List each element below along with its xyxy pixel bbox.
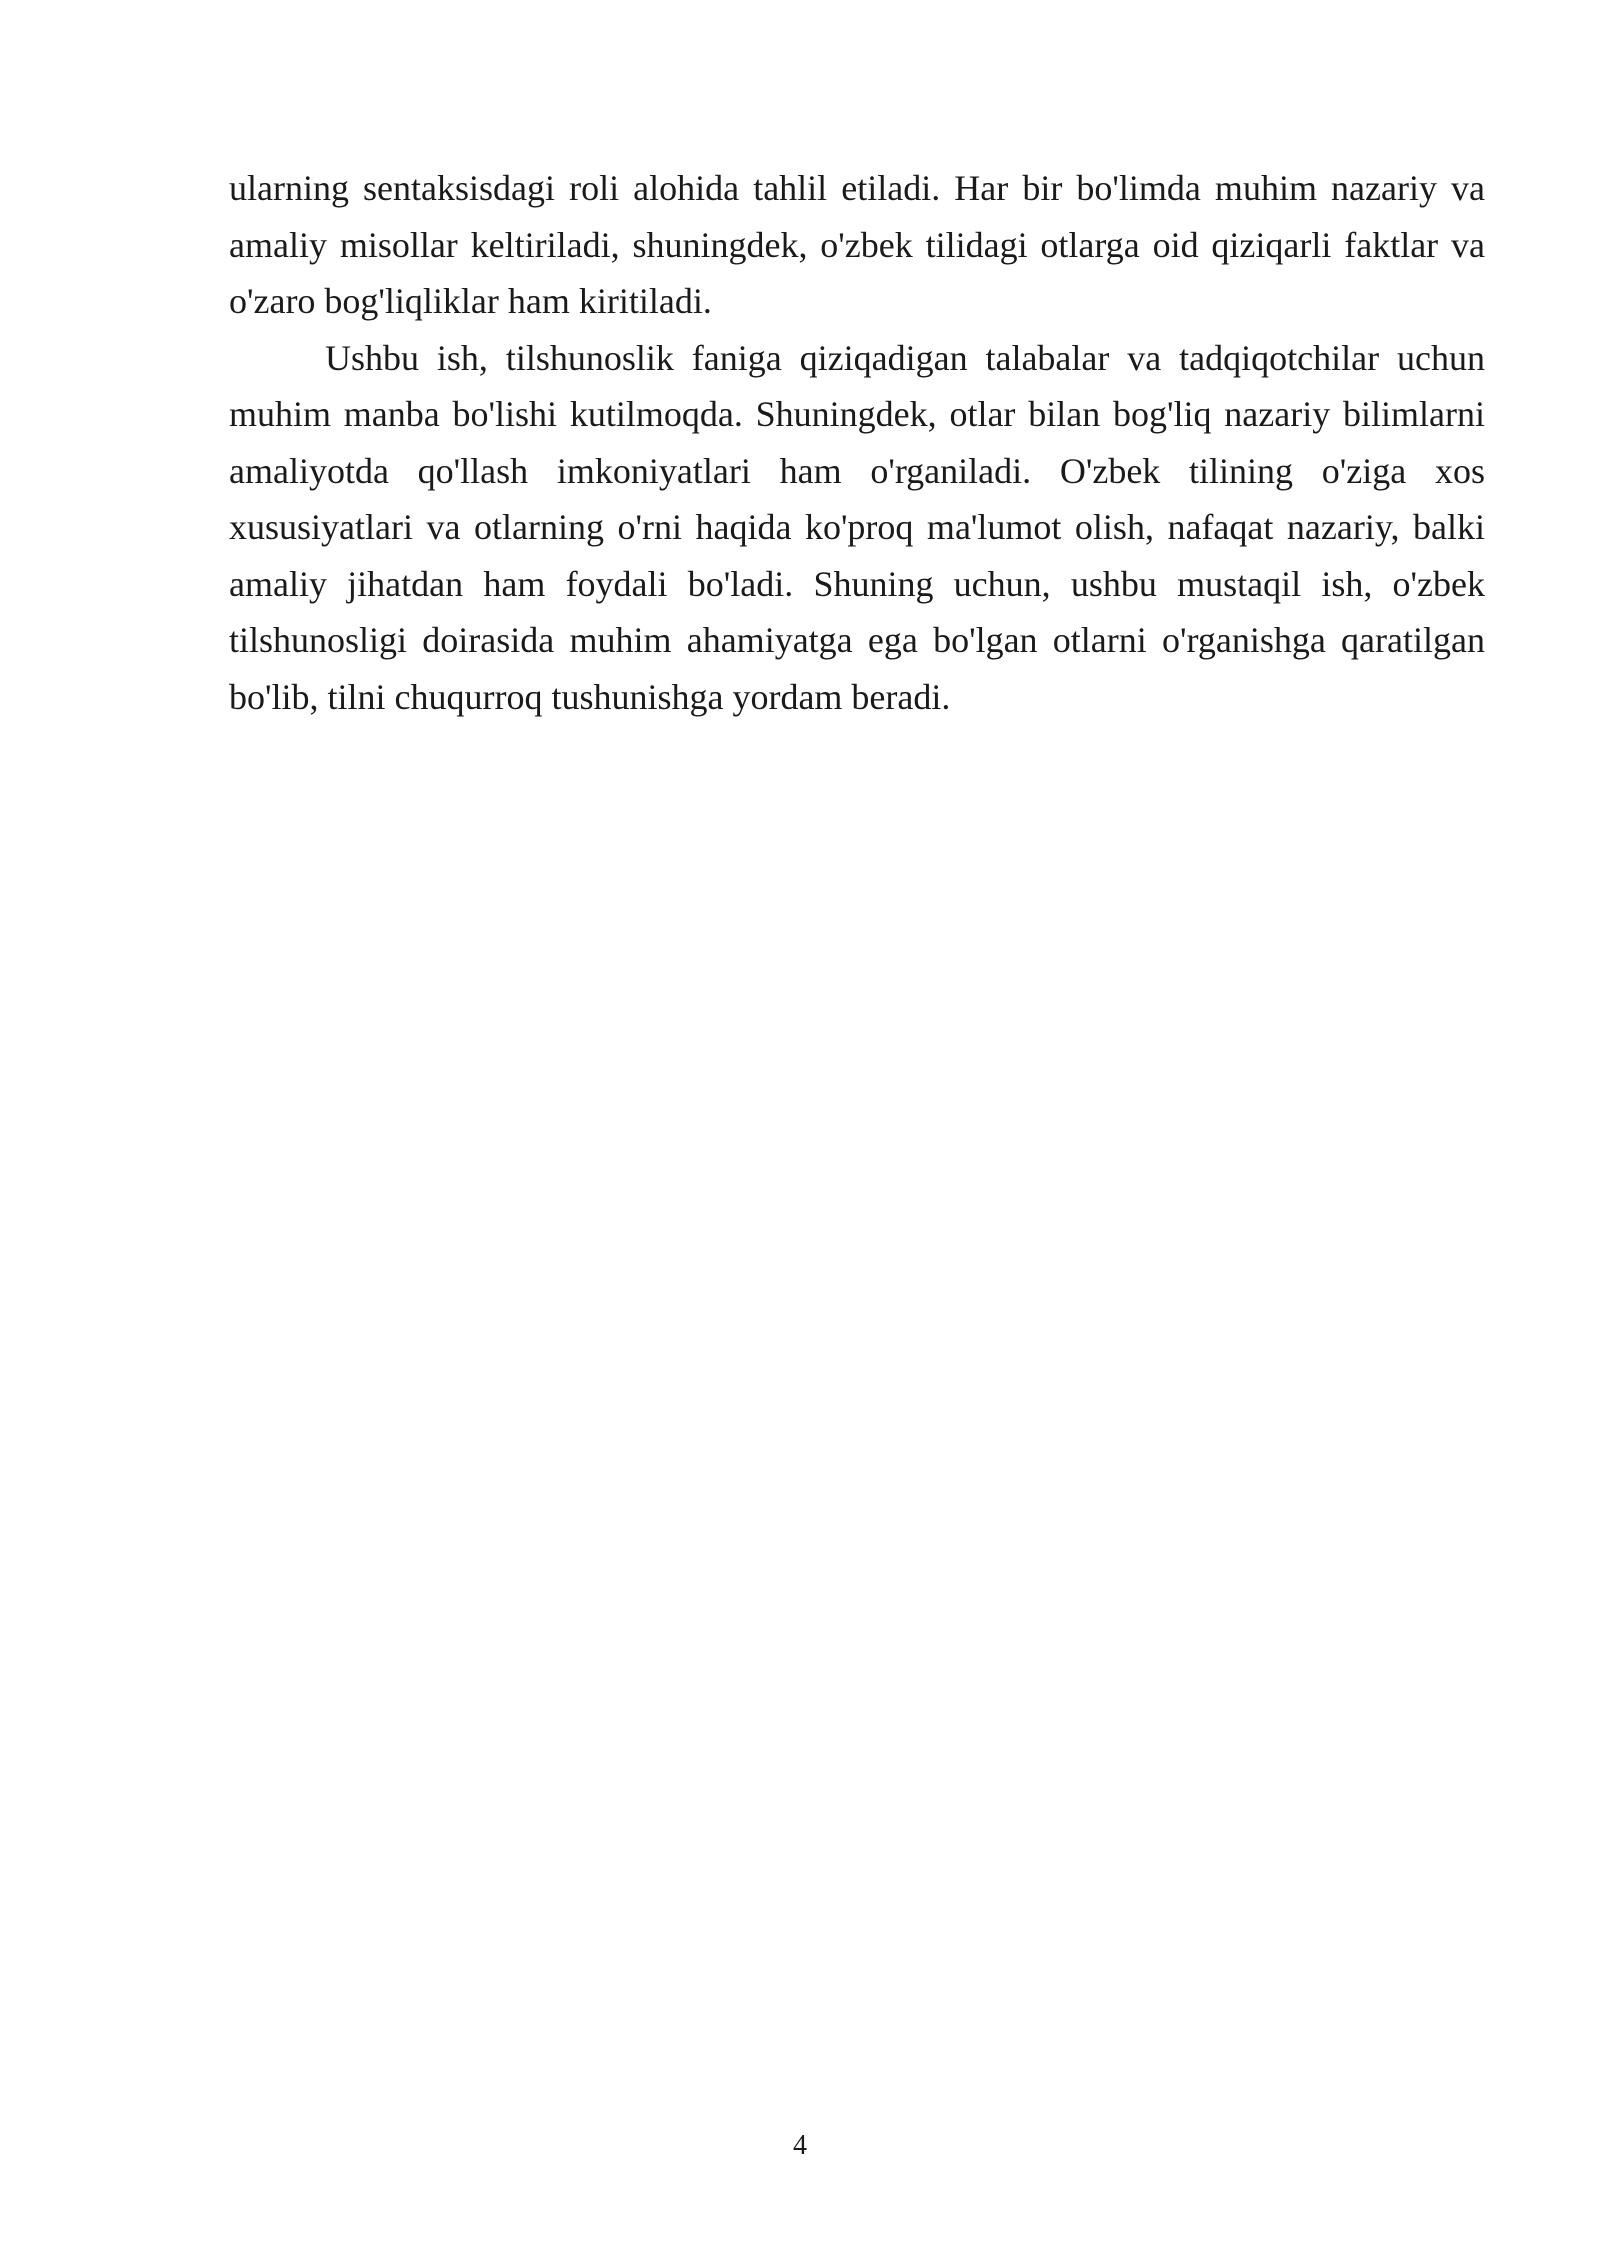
paragraph-summary: Ushbu ish, tilshunoslik faniga qiziqadigan talabalar va tadqiqotchilar uchun muhim manba bo'lishi kutilmoqda. Shuningdek, otlar bilan bog'liq nazariy bilimlarni amaliyotda qo'llash imkoniyatlari ham o'rganiladi. O'zbek tilining o'ziga xos xususiyatlari va otlarning o'rni haqida ko'proq ma'lumot olish, nafaqat nazariy, balki amaliy jihatdan ham foydali bo'ladi. Shuning uchun, ushbu mustaqil ish, o'zbek tilshunosligi doirasida muhim ahamiyatga ega bo'lgan otlarni o'rganishga qaratilgan bo'lib, tilni chuqurroq tushunishga yordam beradi. — [229, 337, 1485, 717]
body-text — [229, 160, 1485, 725]
page-number: 4 — [793, 2130, 807, 2161]
paragraph-continuation: ularning sentaksisdagi roli alohida tahlil etiladi. Har bir bo'limda muhim nazariy va amaliy misollar keltiriladi, shuningdek, o'zbek tilidagi otlarga oid qiziqarli faktlar va o'zaro bog'liqliklar ham kiritiladi. — [229, 168, 1485, 321]
